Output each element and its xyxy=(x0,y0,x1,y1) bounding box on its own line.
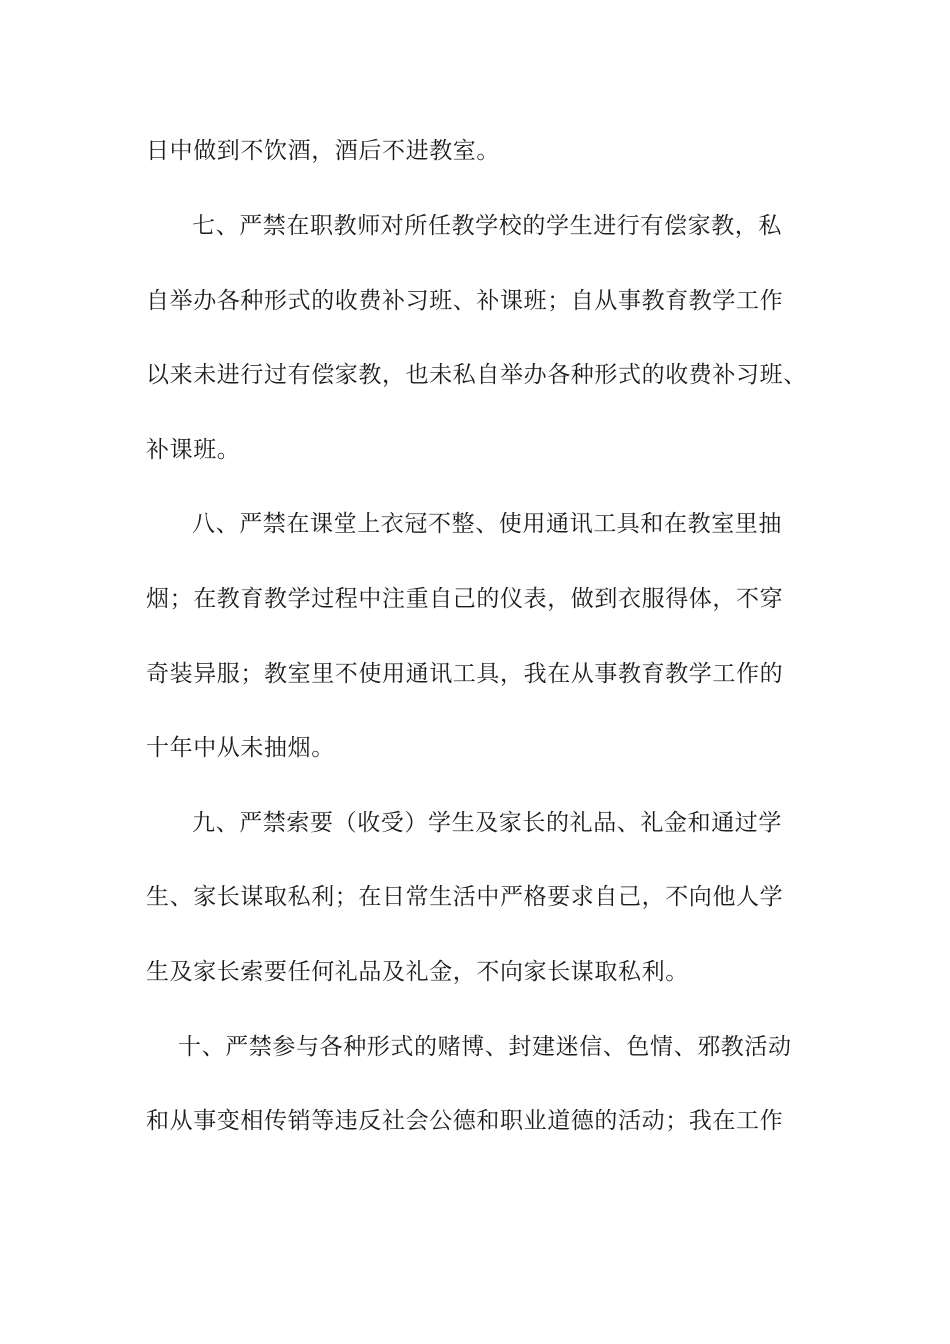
text-line: 和从事变相传销等违反社会公德和职业道德的活动；我在工作 xyxy=(146,1108,784,1134)
paragraph-eight-start: 八、严禁在课堂上衣冠不整、使用通讯工具和在教室里抽 xyxy=(192,511,782,537)
text-line: 烟；在教育教学过程中注重自己的仪表，做到衣服得体，不穿 xyxy=(146,586,784,612)
text-line: 自举办各种形式的收费补习班、补课班；自从事教育教学工作 xyxy=(146,288,784,314)
paragraph-nine-start: 九、严禁索要（收受）学生及家长的礼品、礼金和通过学 xyxy=(192,810,782,836)
text-line: 生及家长索要任何礼品及礼金，不向家长谋取私利。 xyxy=(146,959,689,985)
text-line: 以来未进行过有偿家教，也未私自举办各种形式的收费补习班、 xyxy=(146,362,807,388)
text-line: 补课班。 xyxy=(146,437,241,463)
text-line: 生、家长谋取私利；在日常生活中严格要求自己，不向他人学 xyxy=(146,884,784,910)
text-line: 奇装异服；教室里不使用通讯工具，我在从事教育教学工作的 xyxy=(146,661,784,687)
paragraph-seven-start: 七、严禁在职教师对所任教学校的学生进行有偿家教，私 xyxy=(192,213,782,239)
text-line: 日中做到不饮酒，酒后不进教室。 xyxy=(146,138,500,164)
text-line: 十年中从未抽烟。 xyxy=(146,735,335,761)
paragraph-ten-start: 十、严禁参与各种形式的赌博、封建迷信、色情、邪教活动 xyxy=(178,1034,792,1060)
